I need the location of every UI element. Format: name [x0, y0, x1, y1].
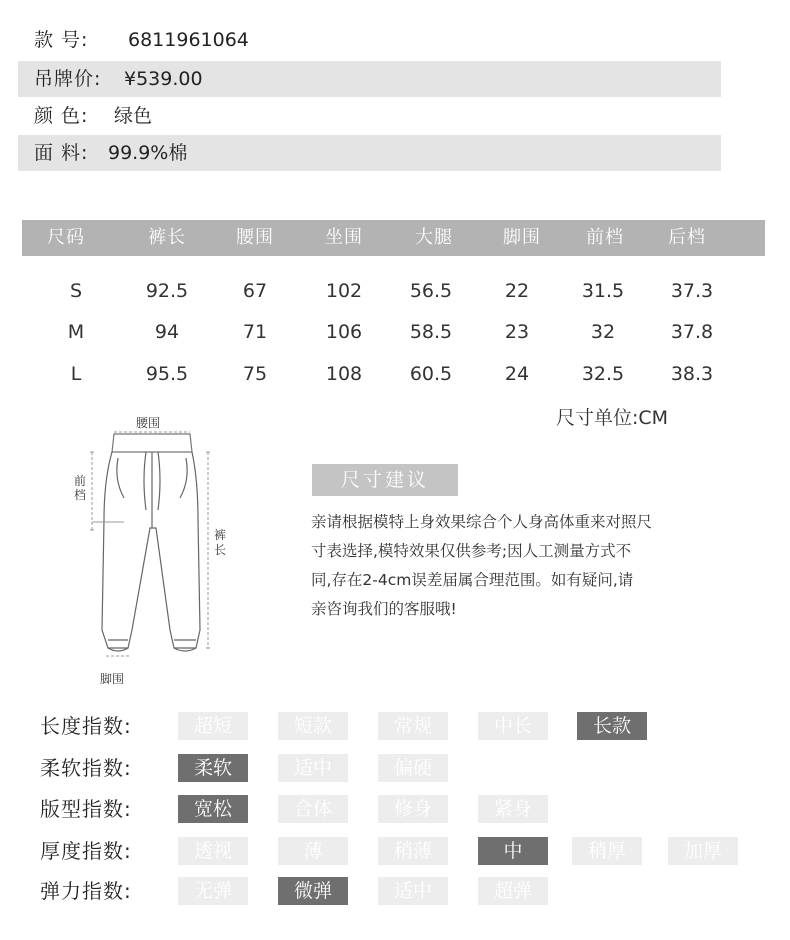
diagram-length-label-1: 裤	[214, 528, 227, 542]
diagram-front-rise-label-1: 前	[74, 474, 87, 488]
tag-price-label: 吊牌价:	[34, 68, 102, 90]
table-cell: 108	[325, 363, 363, 385]
table-cell: 38.3	[670, 363, 714, 385]
length-index-label: 长度指数:	[40, 714, 132, 738]
diagram-waist-label: 腰围	[136, 416, 161, 430]
thickness-option-sheer: 透视	[178, 837, 248, 865]
table-cell: 32.5	[581, 363, 625, 385]
thickness-option-medium: 中	[478, 837, 548, 865]
elasticity-option-moderate: 适中	[378, 877, 448, 905]
elasticity-option-super: 超弹	[478, 877, 548, 905]
table-cell: M	[67, 321, 85, 343]
tag-price-value: ¥539.00	[124, 68, 203, 90]
thickness-option-thin: 薄	[278, 837, 348, 865]
length-option-long: 长款	[577, 712, 647, 740]
header-front-rise: 前档	[586, 227, 624, 248]
table-cell: 23	[504, 321, 530, 343]
table-cell: 95.5	[145, 363, 189, 385]
table-cell: 24	[504, 363, 530, 385]
suggestion-line: 亲请根据模特上身效果综合个人身高体重来对照尺	[311, 513, 653, 531]
header-hip: 坐围	[325, 227, 363, 248]
thickness-option-slightly-thick: 稍厚	[572, 837, 642, 865]
thickness-option-slightly-thin: 稍薄	[378, 837, 448, 865]
diagram-front-rise-label-2: 档	[74, 488, 87, 502]
fabric-label: 面 料:	[34, 142, 89, 164]
table-cell: 92.5	[145, 280, 189, 302]
table-row	[22, 272, 765, 310]
softness-option-moderate: 适中	[278, 754, 348, 782]
table-cell: 22	[504, 280, 530, 302]
color-value: 绿色	[114, 105, 153, 127]
length-option-mid-long: 中长	[478, 712, 548, 740]
size-unit-note: 尺寸单位:CM	[556, 407, 669, 429]
table-cell: 75	[242, 363, 268, 385]
fit-option-tight: 紧身	[478, 795, 548, 823]
header-waist: 腰围	[236, 227, 274, 248]
suggestion-line: 同,存在2-4cm误差届属合理范围。如有疑问,请	[311, 571, 634, 589]
thickness-index-label: 厚度指数:	[40, 839, 132, 863]
size-table-header	[22, 220, 765, 256]
fit-option-regular: 合体	[278, 795, 348, 823]
pants-measurement-diagram	[62, 410, 242, 690]
header-size: 尺码	[47, 227, 85, 248]
thickness-option-thick: 加厚	[668, 837, 738, 865]
header-hem: 脚围	[503, 227, 541, 248]
elasticity-option-slight: 微弹	[278, 877, 348, 905]
suggestion-line: 寸表选择,模特效果仅供参考;因人工测量方式不	[311, 542, 632, 560]
size-suggestion-title: 尺寸建议	[312, 464, 458, 496]
info-fabric	[18, 135, 721, 171]
info-tag-price	[18, 61, 721, 97]
table-cell: 37.8	[670, 321, 714, 343]
table-cell: 71	[242, 321, 268, 343]
fit-option-slim: 修身	[378, 795, 448, 823]
fabric-value: 99.9%棉	[108, 142, 188, 164]
length-option-regular: 常规	[378, 712, 448, 740]
table-cell: L	[70, 363, 82, 385]
diagram-length-label-2: 长	[214, 543, 227, 557]
fit-option-loose: 宽松	[178, 795, 248, 823]
header-length: 裤长	[148, 227, 186, 248]
softness-index-label: 柔软指数:	[40, 756, 132, 780]
table-cell: 32	[590, 321, 616, 343]
color-label: 颜 色:	[34, 105, 89, 127]
table-cell: 67	[242, 280, 268, 302]
table-cell: S	[69, 280, 83, 302]
elasticity-option-none: 无弹	[178, 877, 248, 905]
diagram-hem-label: 脚围	[100, 672, 125, 686]
length-option-short: 短款	[278, 712, 348, 740]
fit-index-label: 版型指数:	[40, 797, 132, 821]
header-back-rise: 后档	[668, 227, 706, 248]
table-row	[22, 313, 765, 351]
table-cell: 106	[325, 321, 363, 343]
table-row	[22, 355, 765, 393]
elasticity-index-label: 弹力指数:	[40, 879, 132, 903]
table-cell: 94	[154, 321, 180, 343]
size-suggestion-text	[311, 508, 731, 624]
style-number-label: 款 号:	[34, 29, 89, 51]
table-cell: 58.5	[409, 321, 453, 343]
suggestion-line: 亲咨询我们的客服哦!	[311, 600, 457, 618]
table-cell: 37.3	[670, 280, 714, 302]
length-option-super-short: 超短	[178, 712, 248, 740]
softness-option-stiff: 偏硬	[378, 754, 448, 782]
style-number-value: 6811961064	[128, 29, 249, 51]
info-style-number	[18, 22, 721, 58]
table-cell: 102	[325, 280, 363, 302]
table-cell: 31.5	[581, 280, 625, 302]
header-thigh: 大腿	[415, 227, 453, 248]
table-cell: 56.5	[409, 280, 453, 302]
table-cell: 60.5	[409, 363, 453, 385]
info-color	[18, 98, 721, 134]
softness-option-soft: 柔软	[178, 754, 248, 782]
